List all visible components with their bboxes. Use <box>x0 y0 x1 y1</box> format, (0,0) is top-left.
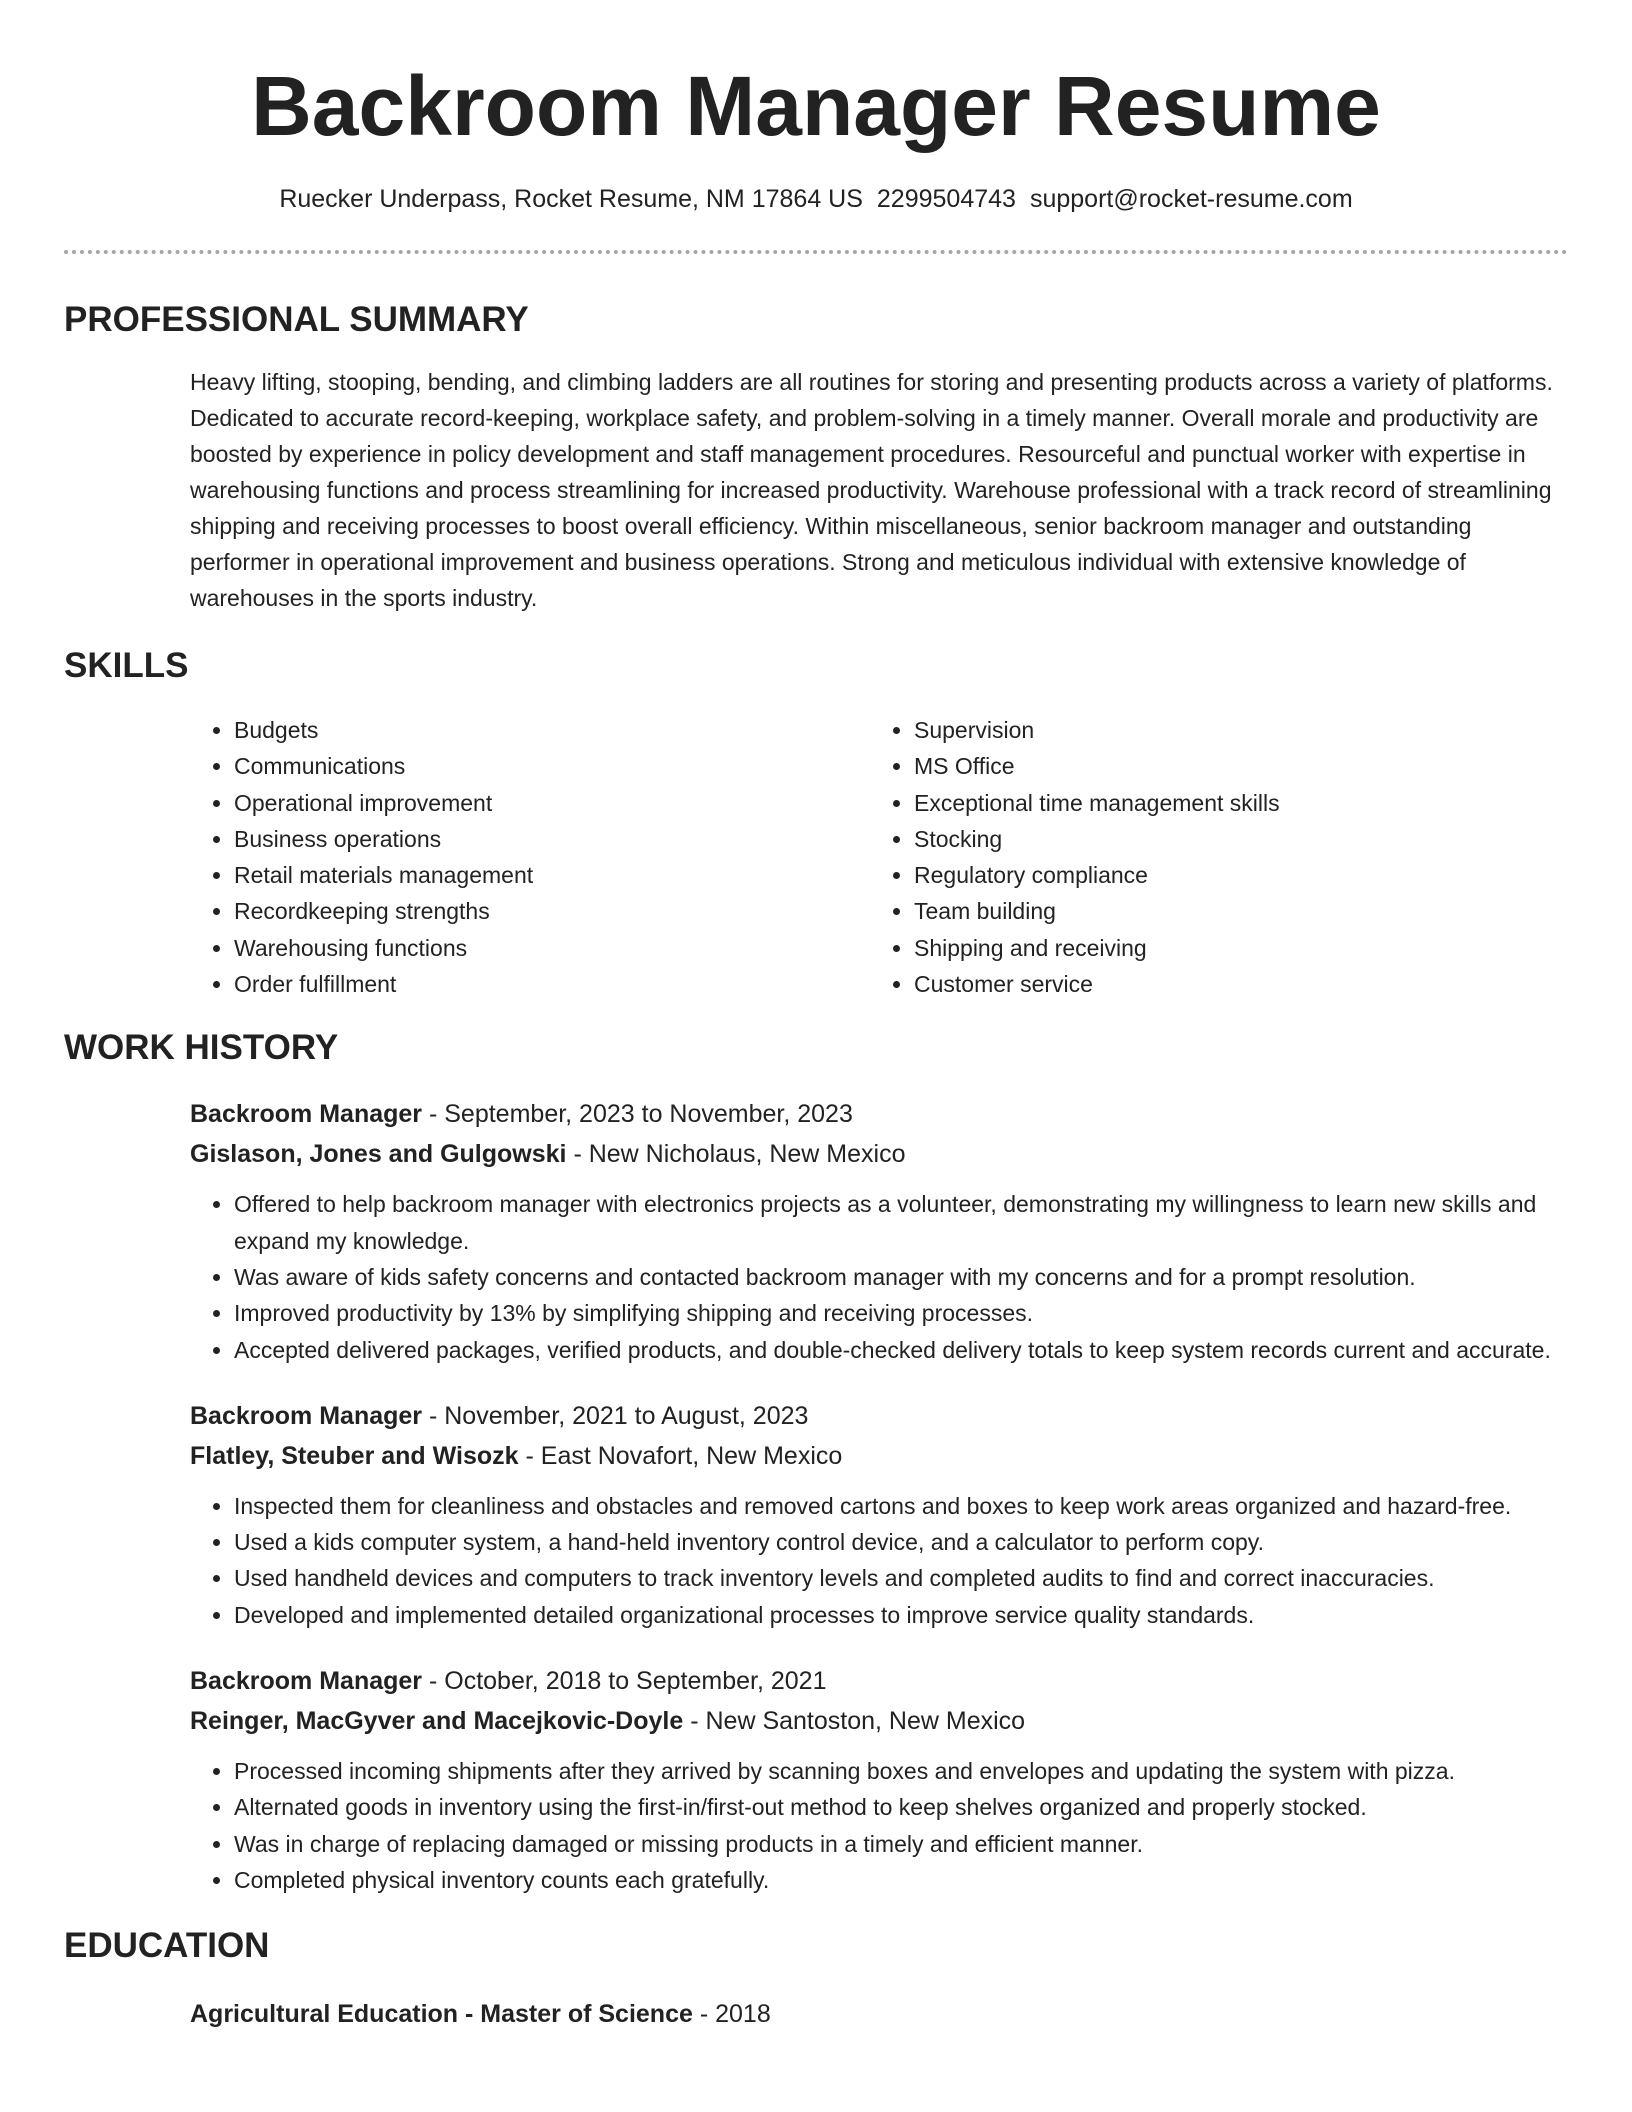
job-role-line <box>190 1094 1568 1134</box>
job-role-line <box>190 1661 1568 1701</box>
skill-item: • Budgets <box>234 712 870 748</box>
skill-item: • Order fulfillment <box>234 966 870 1002</box>
job-bullet: • Processed incoming shipments after they arrived by scanning boxes and envelopes and updating the system with pizza. <box>234 1753 1568 1789</box>
education-heading: EDUCATION <box>64 1926 270 1966</box>
job-bullet: • Was in charge of replacing damaged or missing products in a timely and efficient manner. <box>234 1826 1568 1862</box>
skills-column-left <box>190 712 870 1002</box>
skills-heading: SKILLS <box>64 646 189 685</box>
resume-title: Backroom Manager Resume <box>251 59 1381 153</box>
job-role-line <box>190 1396 1568 1436</box>
job-bullet: • Offered to help backroom manager with electronics projects as a volunteer, demonstrating my willingness to learn new skills and expand my knowledge. <box>234 1186 1568 1259</box>
header-divider <box>64 250 1568 254</box>
skills-column-right <box>870 712 1550 1002</box>
education-entry <box>64 1994 1568 2034</box>
education-degree: Agricultural Education - Master of Science <box>190 2000 693 2029</box>
skill-item: • Team building <box>914 893 1550 929</box>
job-company: Gislason, Jones and Gulgowski <box>190 1140 567 1169</box>
job-company-line <box>190 1436 1568 1476</box>
job-company-line <box>190 1134 1568 1174</box>
job-bullet: • Accepted delivered packages, verified products, and double-checked delivery totals to keep system records current and accurate. <box>234 1332 1568 1368</box>
skill-item: • Customer service <box>914 966 1550 1002</box>
job-role: Backroom Manager <box>190 1401 423 1430</box>
job-bullet: • Completed physical inventory counts each gratefully. <box>234 1862 1568 1898</box>
job-dates: - November, 2021 to August, 2023 <box>428 1401 809 1430</box>
job-role: Backroom Manager <box>190 1100 423 1129</box>
job-bullet: • Was aware of kids safety concerns and contacted backroom manager with my concerns and for a prompt resolution. <box>234 1259 1568 1295</box>
job-bullet: • Used handheld devices and computers to track inventory levels and completed audits to find and correct inaccuracies. <box>234 1560 1568 1596</box>
job-bullet: • Used a kids computer system, a hand-held inventory control device, and a calculator to perform copy. <box>234 1524 1568 1560</box>
skill-item: • Operational improvement <box>234 785 870 821</box>
job-bullets <box>190 1488 1568 1633</box>
job-dates: - October, 2018 to September, 2021 <box>428 1667 827 1696</box>
skills-list <box>64 712 1568 1002</box>
contact-phone: 2299504743 <box>876 185 1016 213</box>
summary-text: Heavy lifting, stooping, bending, and climbing ladders are all routines for storing and presenting products across a variety of platforms. Dedicated to accurate record-keeping, workplace safety, and problem-solving in a timely manner. Overall morale and productivity are boosted by experience in policy development and staff management procedures. Resourceful and punctual worker with expertise in warehousing functions and process streamlining for increased productivity. Warehouse professional with a track record of streamlining shipping and receiving processes to boost overall efficiency. Within miscellaneous, senior backroom manager and outstanding performer in operational improvement and business operations. Strong and meticulous individual with extensive knowledge of warehouses in the sports industry. <box>190 369 1553 611</box>
skill-item: • Business operations <box>234 821 870 857</box>
contact-address: Ruecker Underpass, Rocket Resume, NM 17864 US <box>279 185 863 213</box>
contact-email: support@rocket-resume.com <box>1029 185 1353 213</box>
skill-item: • Communications <box>234 748 870 784</box>
job-entry <box>64 1661 1568 1898</box>
skill-item: • Shipping and receiving <box>914 930 1550 966</box>
summary-heading: PROFESSIONAL SUMMARY <box>64 300 529 339</box>
job-entry <box>64 1094 1568 1367</box>
job-dates: - September, 2023 to November, 2023 <box>428 1100 853 1129</box>
education-year: - 2018 <box>699 2000 771 2029</box>
work-history-heading: WORK HISTORY <box>64 1028 339 1068</box>
skill-item: • Recordkeeping strengths <box>234 893 870 929</box>
job-role: Backroom Manager <box>190 1667 423 1696</box>
job-location: - New Santoston, New Mexico <box>690 1707 1026 1736</box>
job-bullets <box>190 1753 1568 1898</box>
skill-item: • Warehousing functions <box>234 930 870 966</box>
job-location: - East Novafort, New Mexico <box>525 1441 843 1470</box>
job-location: - New Nicholaus, New Mexico <box>573 1140 906 1169</box>
contact-line <box>64 182 1568 216</box>
job-bullet: • Alternated goods in inventory using the first-in/first-out method to keep shelves organized and properly stocked. <box>234 1789 1568 1825</box>
job-bullet: • Inspected them for cleanliness and obstacles and removed cartons and boxes to keep work areas organized and hazard-free. <box>234 1488 1568 1524</box>
job-company: Flatley, Steuber and Wisozk <box>190 1441 519 1470</box>
job-company: Reinger, MacGyver and Macejkovic-Doyle <box>190 1707 684 1736</box>
job-bullet: • Improved productivity by 13% by simplifying shipping and receiving processes. <box>234 1295 1568 1331</box>
job-bullet: • Developed and implemented detailed organizational processes to improve service quality standards. <box>234 1597 1568 1633</box>
skill-item: • Supervision <box>914 712 1550 748</box>
job-entry <box>64 1396 1568 1633</box>
skill-item: • MS Office <box>914 748 1550 784</box>
skill-item: • Exceptional time management skills <box>914 785 1550 821</box>
job-bullets <box>190 1186 1568 1367</box>
job-company-line <box>190 1701 1568 1741</box>
skill-item: • Regulatory compliance <box>914 857 1550 893</box>
skill-item: • Stocking <box>914 821 1550 857</box>
skill-item: • Retail materials management <box>234 857 870 893</box>
